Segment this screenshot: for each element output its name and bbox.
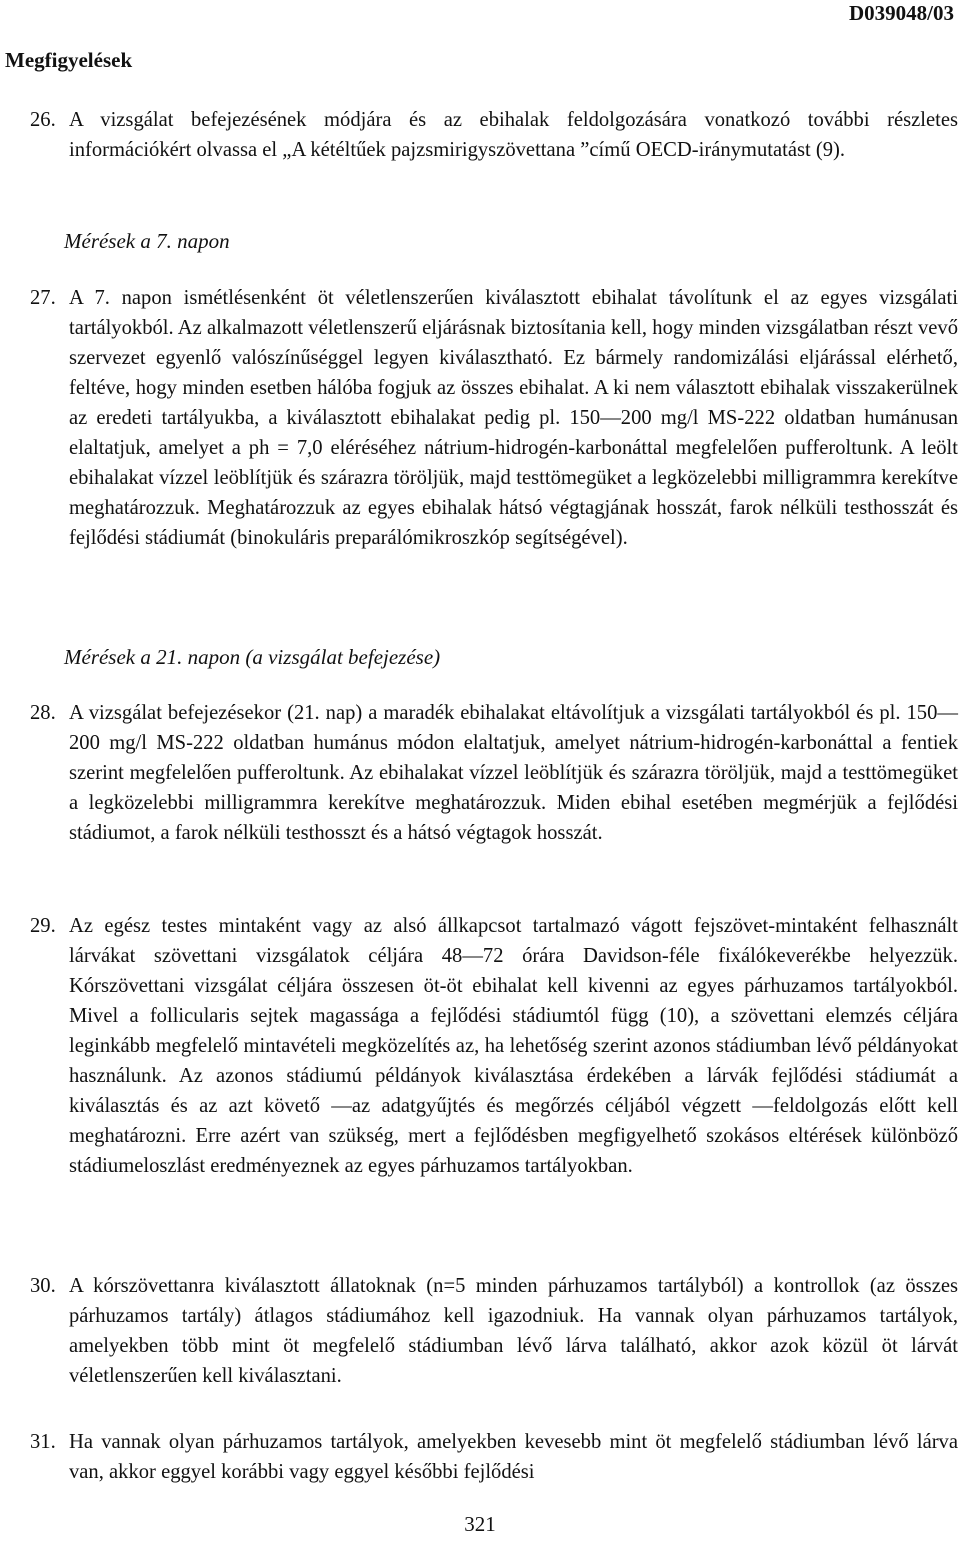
paragraph-text: A vizsgálat befejezésekor (21. nap) a maradék ebihalakat eltávolítjuk a vizsgálati tartályokból és pl. 150—200 mg/l MS-222 oldatban humánus módon elaltatjuk, amelyet nátrium-hidrogén-karbonáttal a fentiek szerint megfelelően pufferoltunk. Az ebihalakat vízzel leöblítjük és szárazra töröljük, majd a testtömegüket a legközelebbi milligrammra kerekítve meghatározzuk. Miden ebihal esetében megmérjük a fejlődési stádiumot, a farok nélküli testhosszt és a hátsó végtagok hosszát. (69, 702, 958, 844)
section-title: Megfigyelések (5, 48, 133, 72)
paragraph-27 (30, 283, 958, 553)
subheading-day21: Mérések a 21. napon (a vizsgálat befejezése) (64, 645, 441, 669)
document-id: D039048/03 (849, 1, 954, 25)
paragraph-text: A kórszövettanra kiválasztott állatoknak (n=5 minden párhuzamos tartályból) a kontrollok (az összes párhuzamos tartály) átlagos stádiumához kell igazodniuk. Ha vannak olyan párhuzamos tartályok, amelyekben több mint öt megfelelő stádiumban lévő lárva található, akkor azok közül öt lárvát véletlenszerűen kell kiválasztani. (69, 1275, 958, 1387)
paragraph-number: 28. (30, 702, 56, 724)
paragraph-text: Ha vannak olyan párhuzamos tartályok, amelyekben kevesebb mint öt megfelelő stádiumban lévő lárva van, akkor eggyel korábbi vagy eggyel későbbi fejlődési (69, 1431, 958, 1483)
paragraph-text: A 7. napon ismétlésenként öt véletlenszerűen kiválasztott ebihalat távolítunk el az egyes vizsgálati tartályokból. Az alkalmazott véletlenszerű eljárásnak biztosítania kell, hogy minden vizsgálatban részt vevő szervezet egyenlő valószínűséggel legyen kiválasztható. Ez bármely randomizálási eljárással elérhető, feltéve, hogy minden esetben hálóba fogjuk az összes ebihalat. A ki nem választott ebihalak visszakerülnek az eredeti tartályukba, a kiválasztott ebihalakat pedig pl. 150—200 mg/l MS-222 oldatban humánusan elaltatjuk, amelyet a ph = 7,0 eléréséhez nátrium-hidrogén-karbonáttal megfelelően pufferoltunk. A leölt ebihalakat vízzel leöblítjük és szárazra töröljük, majd testtömegüket a legközelebbi milligrammra kerekítve meghatározzuk. Meghatározzuk az egyes ebihalak hátsó végtagjának hosszát, farok nélküli testhosszát és fejlődési stádiumát (binokuláris preparálómikroszkóp segítségével). (69, 287, 958, 549)
paragraph-number: 29. (30, 915, 56, 937)
paragraph-31 (30, 1427, 958, 1487)
subheading-day7: Mérések a 7. napon (64, 229, 230, 253)
paragraph-number: 27. (30, 287, 56, 309)
paragraph-number: 30. (30, 1275, 56, 1297)
paragraph-28 (30, 698, 958, 848)
paragraph-text: Az egész testes mintaként vagy az alsó állkapcsot tartalmazó vágott fejszövet-mintaként felhasznált lárvákat szövettani vizsgálatok céljára 48—72 órára Davidson-féle fixálókeverékbe helyezzük. Kórszövettani vizsgálat céljára összesen öt-öt ebihalat kell kivenni az egyes párhuzamos tartályokból. Mivel a follicularis sejtek magassága a fejlődési stádiumtól függ (10), a szövettani elemzés céljára leginkább megfelelő mintavételi megközelítés az, ha lehetőség szerint azonos stádiumban lévő példányokat használunk. Az azonos stádiumú példányok kiválasztása érdekében a lárvák fejlődési stádiumát a kiválasztás és az azt követő —az adatgyűjtés és megőrzés céljából végzett —feldolgozás előtt kell meghatározni. Erre azért van szükség, mert a fejlődésben megfigyelhető szokásos eltérések különböző stádiumeloszlást eredményeznek az egyes párhuzamos tartályokban. (69, 915, 958, 1177)
paragraph-text: A vizsgálat befejezésének módjára és az ebihalak feldolgozására vonatkozó további részletes információkért olvassa el „A kétéltűek pajzsmirigyszövettana ”című OECD-iránymutatást (9). (69, 109, 958, 161)
paragraph-29 (30, 911, 958, 1181)
paragraph-number: 26. (30, 109, 56, 131)
page-number: 321 (464, 1512, 496, 1536)
paragraph-number: 31. (30, 1431, 56, 1453)
paragraph-26 (30, 105, 958, 165)
paragraph-30 (30, 1271, 958, 1391)
